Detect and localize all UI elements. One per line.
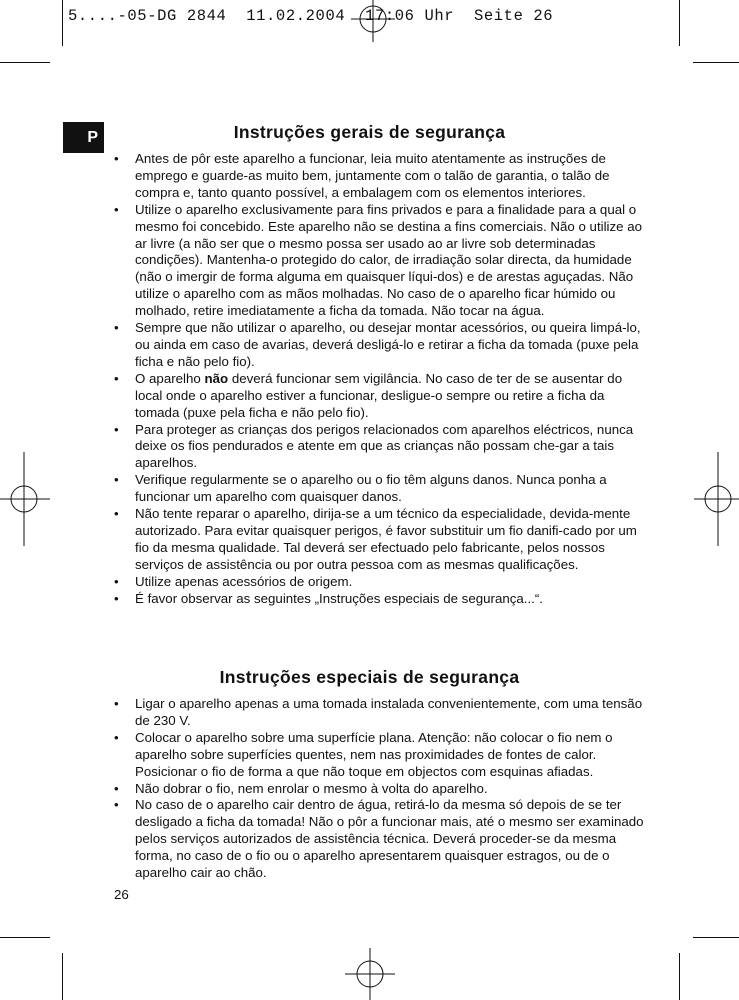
bullet: • (114, 696, 119, 711)
bullet: • (114, 472, 119, 488)
section-title-general-safety: Instruções gerais de segurança (233, 122, 506, 142)
special-safety-list (114, 696, 644, 882)
list-item: • Sempre que não utilizar o aparelho, ou desejar montar acessórios, ou queira limpá-lo, ou ainda em caso de avarias, deverá desligá-lo e retirar a ficha da tomada (puxe pela ficha e não pelo fio). (114, 320, 641, 369)
registration-mark-top (351, 0, 395, 42)
list-item: • É favor observar as seguintes „Instruções especiais de segurança...“. (114, 590, 543, 606)
bullet: • (114, 590, 119, 606)
general-safety-list (114, 151, 644, 607)
bullet: • (114, 320, 119, 336)
list-item: • Antes de pôr este aparelho a funcionar, leia muito atentamente as instruções de emprego e guarde-as muito bem, juntamente com o talão de garantia, o talão de compra e, tanto quanto possível, a embalagem com os elementos interiores. (114, 151, 610, 200)
emphasis-text: não (204, 370, 229, 386)
page-number: 26 (114, 887, 129, 902)
language-tab: P (63, 122, 104, 153)
registration-mark-left (0, 452, 50, 546)
bullet: • (114, 729, 119, 745)
list-item: • Utilize apenas acessórios de origem. (114, 573, 353, 589)
bullet: • (114, 370, 119, 386)
list-item: • Para proteger as crianças dos perigos relacionados com aparelhos eléctricos, nunca deixe os fios pendurados e atente em que as crianças não possam che-gar a tais aparelhos. (114, 421, 634, 471)
list-item: • Utilize o aparelho exclusivamente para fins privados e para a finalidade para a qual o mesmo foi concebido. Este aparelho não se destina a fins comerciais. Não o utilize ao ar livre (a não ser que o mesmo possa ser usado ao ar livre sob determinadas condições). Mantenha-o protegido do calor, de irradiação solar directa, da humidade (não o imergir de forma alguma em quaisquer líqui-dos) e de arestas aguçadas. Não utilize o aparelho com as mãos molhadas. No caso de o aparelho ficar húmido ou molhado, retire imediatamente a ficha da tomada. Não tocar na água. (114, 201, 643, 319)
bullet: • (114, 506, 119, 522)
crop-mark-bottom-right-horizontal (693, 937, 739, 938)
list-item: • Não dobrar o fio, nem enrolar o mesmo à volta do aparelho. (114, 780, 488, 796)
bullet: • (114, 780, 119, 796)
registration-mark-bottom (345, 948, 395, 1000)
list-item: • Colocar o aparelho sobre uma superfície plana. Atenção: não colocar o fio nem o aparelho sobre superfícies quentes, nem nas proximidades de fontes de calor. Posicionar o fio de forma a que não toque em objectos com esquinas afiadas. (114, 729, 613, 779)
list-item: • Verifique regularmente se o aparelho ou o fio têm alguns danos. Nunca ponha a funcionar um aparelho com quaisquer danos. (114, 472, 607, 505)
crop-mark-top-left-horizontal (0, 62, 50, 63)
registration-mark-right (694, 452, 739, 546)
list-item: • Ligar o aparelho apenas a uma tomada instalada convenientemente, com uma tensão de 230 V. (114, 696, 643, 728)
crop-mark-top-right-horizontal (693, 62, 739, 63)
bullet: • (114, 797, 119, 813)
crop-mark-bottom-left-vertical (62, 953, 63, 1000)
crop-mark-bottom-left-horizontal (0, 937, 50, 938)
list-item: • O aparelho não deverá funcionar sem vigilância. No caso de ter de se ausentar do local onde o aparelho estiver a funcionar, desligue-o sempre ou retire a ficha da tomada (puxe pela ficha e não pelo fio). (114, 370, 623, 420)
print-header: 5....-05-DG 2844 11.02.2004 17:06 Uhr Seite 26 (68, 7, 554, 25)
bullet: • (114, 151, 119, 166)
crop-mark-bottom-right-vertical (679, 953, 680, 1000)
section-title-special-safety: Instruções especiais de segurança (219, 667, 520, 687)
bullet: • (114, 421, 119, 437)
bullet: • (114, 201, 119, 217)
crop-mark-top-right-vertical (679, 0, 680, 46)
bullet: • (114, 573, 119, 589)
list-item: • Não tente reparar o aparelho, dirija-se a um técnico da especialidade, devida-mente autorizado. Para evitar quaisquer perigos, é favor substituir um fio danifi-cado por um fio da mesma qualidade. Tal deverá ser efectuado pelo fabricante, pelos nossos serviços de assistência ou por outra pessoa com as mesmas qualificações. (114, 506, 637, 572)
crop-mark-top-left-vertical (62, 0, 63, 46)
list-item: • No caso de o aparelho cair dentro de água, retirá-lo da mesma só depois de se ter desligado a ficha da tomada! Não o pôr a funcionar mais, até o mesmo ser examinado pelos serviços autorizados de assistência técnica. Deverá proceder-se da mesma forma, no caso de o fio ou o aparelho apresentarem quaisquer estragos, ou de o aparelho cair ao chão. (114, 797, 644, 881)
